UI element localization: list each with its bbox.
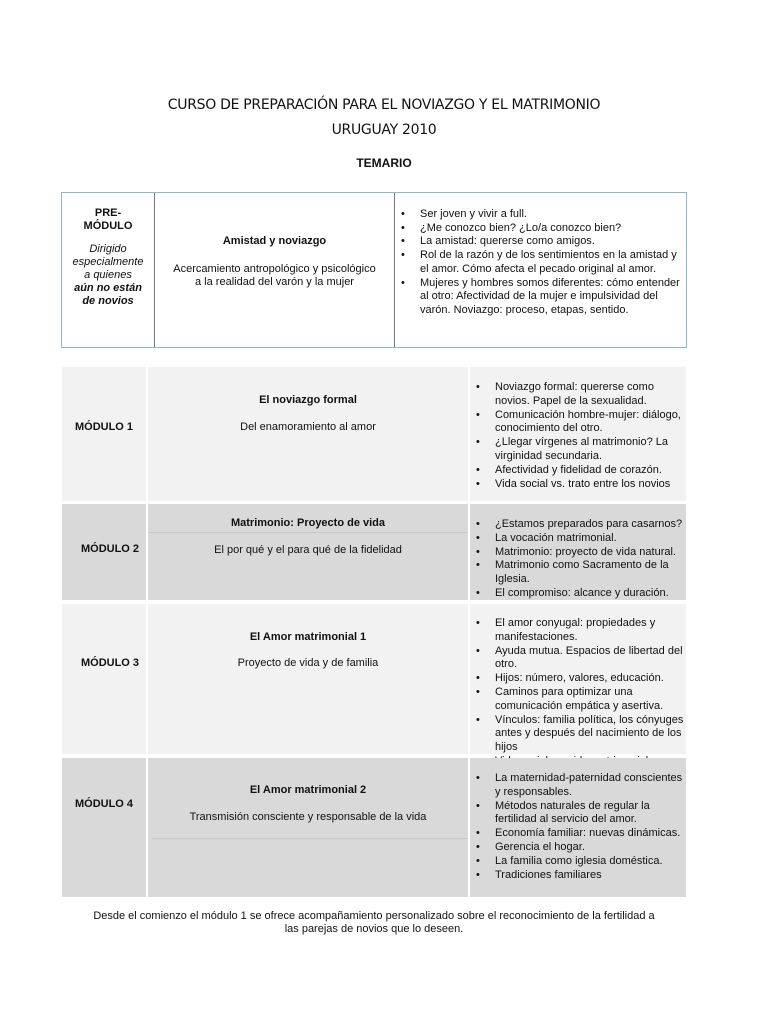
pre-module-audience xyxy=(62,243,154,308)
list-item: • La maternidad-paternidad conscientes y responsables. xyxy=(470,772,686,800)
list-item: • El amor conyugal: propiedades y manifestaciones. xyxy=(470,617,686,645)
divider xyxy=(152,838,468,839)
list-item: • Comunicación hombre-mujer: diálogo, conocimiento del otro. xyxy=(470,409,686,437)
pre-module-label-1: PRE- xyxy=(94,207,122,219)
module-1-topic-list xyxy=(470,381,686,491)
list-item: • Mujeres y hombres somos diferentes: cómo entender al otro: Afectividad de la mujer e impulsividad del varón. Noviazgo: proceso, etapas, sentido. xyxy=(395,277,686,318)
list-item: • Tradiciones familiares xyxy=(470,869,686,883)
module-2-row xyxy=(62,504,686,600)
module-1-subtitle: Del enamoramiento al amor xyxy=(240,421,376,433)
module-3-title-cell xyxy=(148,604,468,754)
list-item: • Vínculos: familia política, los cónyuges antes y después del nacimiento de los hijos xyxy=(470,714,686,755)
list-item: • La vocación matrimonial. xyxy=(470,532,686,546)
audience-line-2: especialmente xyxy=(72,256,144,268)
pre-module-subtitle xyxy=(155,263,394,289)
module-4-topics-cell xyxy=(470,758,686,897)
footer-note xyxy=(62,910,686,936)
module-2-subtitle: El por qué y el para qué de la fidelidad xyxy=(214,544,402,556)
module-4-row xyxy=(62,758,686,897)
list-item: • ¿Me conozco bien? ¿Lo/a conozco bien? xyxy=(395,222,686,236)
list-item: • Matrimonio: proyecto de vida natural. xyxy=(470,546,686,560)
module-3-topics-cell xyxy=(470,604,686,754)
list-item: • Noviazgo formal: quererse como novios. Papel de la sexualidad. xyxy=(470,381,686,409)
module-2-title: Matrimonio: Proyecto de vida xyxy=(230,517,386,529)
list-item: • Ayuda mutua. Espacios de libertad del otro. xyxy=(470,645,686,673)
pre-module-table xyxy=(61,192,687,348)
list-item: • El compromiso: alcance y duración. xyxy=(470,587,686,601)
module-1-title-cell xyxy=(148,367,468,501)
module-4-topic-list xyxy=(470,772,686,882)
list-item: • Economía familiar: nuevas dinámicas. xyxy=(470,827,686,841)
list-item: • ¿Llegar vírgenes al matrimonio? La virginidad secundaria. xyxy=(470,436,686,464)
module-4-title: El Amor matrimonial 2 xyxy=(249,784,367,796)
module-3-title: El Amor matrimonial 1 xyxy=(249,631,367,643)
pre-module-topics-cell xyxy=(395,193,686,347)
module-2-label-cell xyxy=(62,504,146,600)
audience-line-3: a quienes xyxy=(84,269,132,281)
pre-module-title: Amistad y noviazgo xyxy=(222,235,327,247)
module-4-label: MÓDULO 4 xyxy=(74,798,134,810)
footer-note-line-2: las parejas de novios que lo deseen. xyxy=(284,923,464,935)
pre-module-label-2: MÓDULO xyxy=(83,220,133,232)
module-1-row xyxy=(62,367,686,501)
list-item: • Ser joven y vivir a full. xyxy=(395,208,686,222)
module-3-label: MÓDULO 3 xyxy=(80,657,140,669)
module-3-row xyxy=(62,604,686,754)
document-title: CURSO DE PREPARACIÓN PARA EL NOVIAZGO Y EL MATRIMONIO xyxy=(167,97,601,113)
list-item: • Hijos: número, valores, educación. xyxy=(470,672,686,686)
divider xyxy=(148,532,468,533)
pre-module-subtitle-2: a la realidad del varón y la mujer xyxy=(195,276,354,288)
audience-emphasis-1: aún no están xyxy=(74,282,142,294)
list-item: • Matrimonio como Sacramento de la Iglesia. xyxy=(470,559,686,587)
list-item: • Afectividad y fidelidad de corazón. xyxy=(470,464,686,478)
pre-module-subtitle-1: Acercamiento antropológico y psicológico xyxy=(173,263,376,275)
list-item: • Métodos naturales de regular la fertilidad al servicio del amor. xyxy=(470,800,686,828)
list-item: • Caminos para optimizar una comunicación empática y asertiva. xyxy=(470,686,686,714)
audience-line-1: Dirigido xyxy=(89,243,127,255)
audience-emphasis-2: de novios xyxy=(82,295,134,307)
module-2-topics-cell xyxy=(470,504,686,600)
module-1-label: MÓDULO 1 xyxy=(74,421,134,433)
list-item: • ¿Estamos preparados para casarnos? xyxy=(470,518,686,532)
module-1-topics-cell xyxy=(470,367,686,501)
section-heading: TEMARIO xyxy=(356,156,412,170)
pre-module-topic-list xyxy=(395,208,686,318)
list-item: • Rol de la razón y de los sentimientos en la amistad y el amor. Cómo afecta el pecado original al amor. xyxy=(395,249,686,276)
list-item: • La amistad: quererse como amigos. xyxy=(395,235,686,249)
module-2-topic-list xyxy=(470,518,686,601)
module-4-label-cell xyxy=(62,758,146,897)
module-2-title-cell xyxy=(148,504,468,600)
list-item: • Vida social vs. trato entre los novios xyxy=(470,478,686,492)
module-2-label: MÓDULO 2 xyxy=(80,543,140,555)
footer-note-line-1: Desde el comienzo el módulo 1 se ofrece acompañamiento personalizado sobre el reconocimiento de la fertilidad a xyxy=(93,910,655,922)
pre-module-label-cell xyxy=(62,193,155,347)
module-3-subtitle: Proyecto de vida y de familia xyxy=(237,657,379,669)
list-item: • Gerencia el hogar. xyxy=(470,841,686,855)
module-4-subtitle: Transmisión consciente y responsable de la vida xyxy=(189,811,427,823)
document-subtitle: URUGUAY 2010 xyxy=(331,122,437,138)
pre-module-title-cell xyxy=(155,193,395,347)
module-1-title: El noviazgo formal xyxy=(259,394,357,406)
module-3-label-cell xyxy=(62,604,146,754)
module-4-title-cell xyxy=(148,758,468,897)
module-1-label-cell xyxy=(62,367,146,501)
module-3-topic-list xyxy=(470,617,686,769)
list-item: • La familia como iglesia doméstica. xyxy=(470,855,686,869)
